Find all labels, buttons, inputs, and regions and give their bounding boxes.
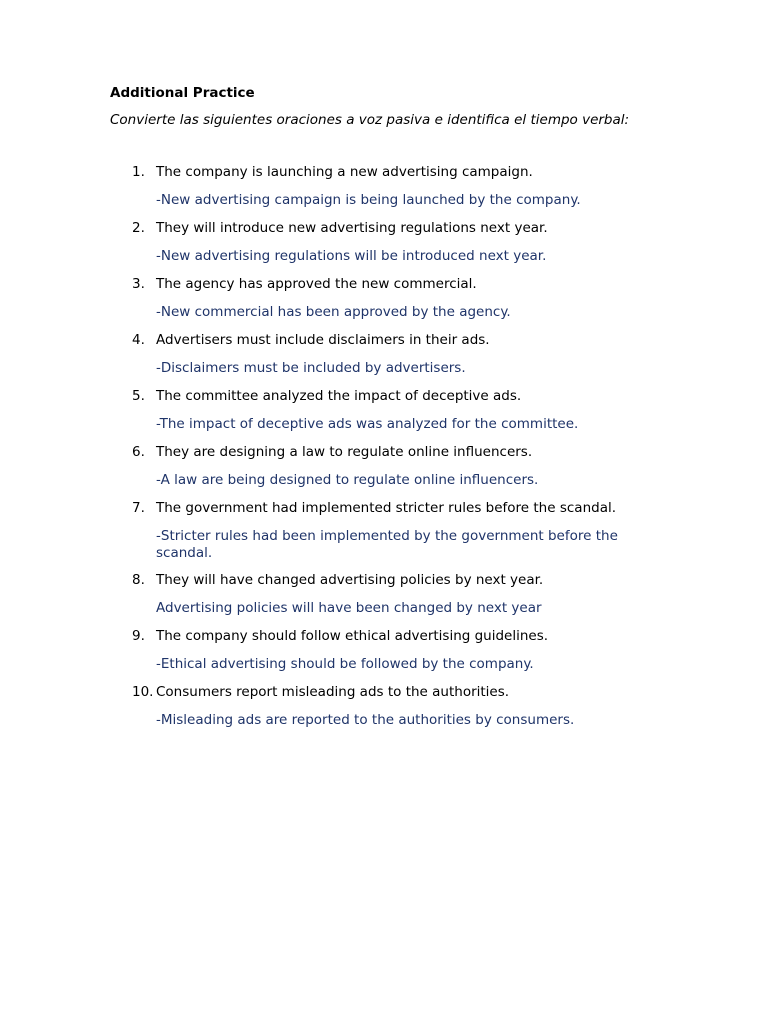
instructions-text: Convierte las siguientes oraciones a voz pasiva e identifica el tiempo verbal: <box>110 112 630 128</box>
document-title: Additional Practice <box>110 85 255 101</box>
exercise-item-9 <box>110 628 670 674</box>
item-prompt: The company is launching a new advertising campaign. <box>156 164 533 180</box>
item-answer: -Disclaimers must be included by advertisers. <box>156 360 466 376</box>
exercise-list <box>110 164 670 740</box>
item-number: 4. <box>132 332 145 348</box>
item-answer: -Stricter rules had been implemented by the government before the scandal. <box>156 528 618 561</box>
item-answer: -The impact of deceptive ads was analyzed for the committee. <box>156 416 579 432</box>
item-answer: -New commercial has been approved by the agency. <box>156 304 511 320</box>
item-answer: -Misleading ads are reported to the authorities by consumers. <box>156 712 575 728</box>
item-number: 5. <box>132 388 145 404</box>
item-prompt: The committee analyzed the impact of deceptive ads. <box>156 388 522 404</box>
item-number: 3. <box>132 276 145 292</box>
item-prompt: Advertisers must include disclaimers in their ads. <box>156 332 490 348</box>
item-number: 8. <box>132 572 145 588</box>
item-number: 1. <box>132 164 145 180</box>
exercise-item-10 <box>110 684 670 730</box>
exercise-item-7 <box>110 500 670 562</box>
item-answer: Advertising policies will have been changed by next year <box>156 600 542 616</box>
exercise-item-1 <box>110 164 670 210</box>
item-prompt: They will have changed advertising policies by next year. <box>156 572 544 588</box>
item-number: 6. <box>132 444 145 460</box>
exercise-item-4 <box>110 332 670 378</box>
exercise-item-6 <box>110 444 670 490</box>
item-answer: -New advertising regulations will be introduced next year. <box>156 248 547 264</box>
item-prompt: The agency has approved the new commercial. <box>156 276 477 292</box>
exercise-item-8 <box>110 572 670 618</box>
item-number: 10. <box>132 684 154 700</box>
exercise-item-2 <box>110 220 670 266</box>
item-number: 2. <box>132 220 145 236</box>
item-prompt: They will introduce new advertising regulations next year. <box>156 220 548 236</box>
item-number: 7. <box>132 500 145 516</box>
item-prompt: Consumers report misleading ads to the authorities. <box>156 684 510 700</box>
item-answer: -New advertising campaign is being launched by the company. <box>156 192 581 208</box>
item-prompt: The company should follow ethical advertising guidelines. <box>156 628 549 644</box>
exercise-item-5 <box>110 388 670 434</box>
item-number: 9. <box>132 628 145 644</box>
item-prompt: The government had implemented stricter rules before the scandal. <box>156 500 617 516</box>
item-answer: -A law are being designed to regulate online influencers. <box>156 472 539 488</box>
item-answer: -Ethical advertising should be followed by the company. <box>156 656 534 672</box>
exercise-item-3 <box>110 276 670 322</box>
item-prompt: They are designing a law to regulate online influencers. <box>156 444 533 460</box>
